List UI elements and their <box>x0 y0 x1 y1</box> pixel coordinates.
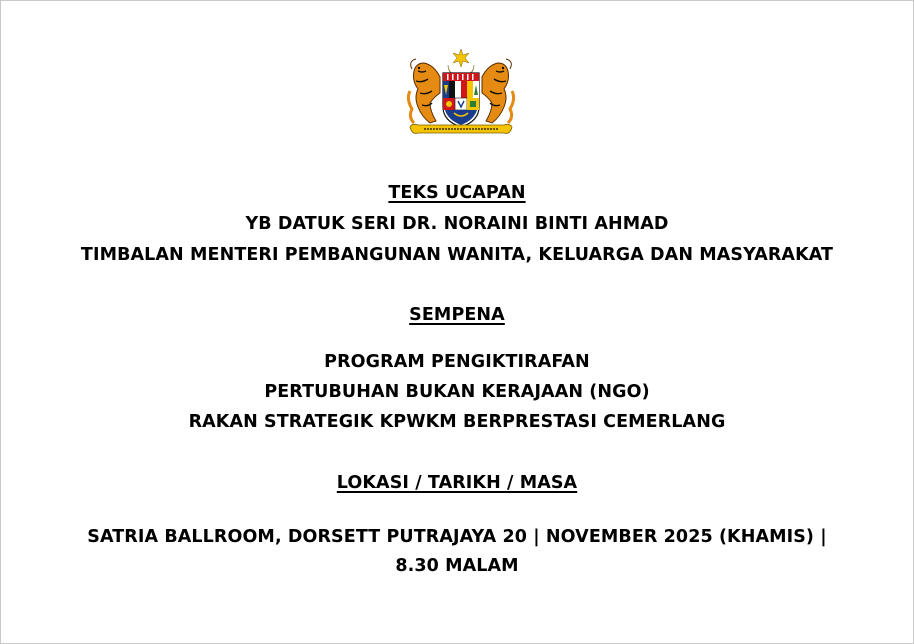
venue-heading: LOKASI / TARIKH / MASA <box>336 473 578 493</box>
occasion-heading: SEMPENA <box>409 305 505 325</box>
motto-ribbon-icon <box>410 124 512 133</box>
program-line-2: PERTUBUHAN BUKAN KERAJAAN (NGO) <box>264 382 650 402</box>
speech-heading: TEKS UCAPAN <box>388 183 526 203</box>
malaysia-coat-of-arms-icon <box>404 47 518 143</box>
shield-icon <box>443 73 479 127</box>
left-tiger-icon <box>408 59 440 123</box>
venue-line-2: 8.30 MALAM <box>395 556 519 576</box>
program-line-3: RAKAN STRATEGIK KPWKM BERPRESTASI CEMERLANG <box>188 412 726 432</box>
program-line-1: PROGRAM PENGIKTIRAFAN <box>324 352 590 372</box>
venue-line-1: SATRIA BALLROOM, DORSETT PUTRAJAYA 20 | NOVEMBER 2025 (KHAMIS) | <box>87 527 827 547</box>
right-tiger-icon <box>482 59 514 123</box>
speaker-name: YB DATUK SERI DR. NORAINI BINTI AHMAD <box>245 214 669 234</box>
speaker-title: TIMBALAN MENTERI PEMBANGUNAN WANITA, KELUARGA DAN MASYARAKAT <box>80 245 834 265</box>
